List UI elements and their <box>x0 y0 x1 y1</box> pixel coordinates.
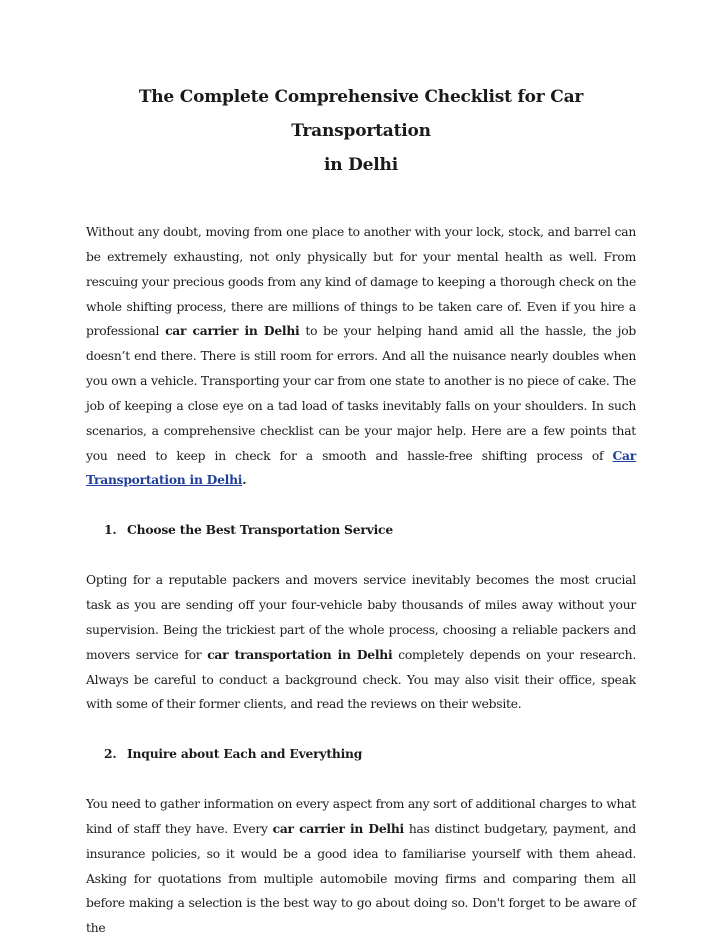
section-1-text-2: completely depends on your research. Always be careful to conduct a background check. You may also visit their office, speak with some of their former clients, and read the reviews on their website. <box>86 647 637 712</box>
section-1-paragraph <box>86 568 636 717</box>
section-1-text-1: Opting for a reputable packers and movers service inevitably becomes the most crucial task as you are sending off your four-vehicle baby thousands of miles away without your supervision. Being the trickiest part of the whole process, choosing a reliable packers and movers service for <box>86 573 636 662</box>
section-1-number: 1. <box>104 522 117 538</box>
intro-paragraph <box>86 220 636 493</box>
section-1-keyword: car transportation in Delhi <box>207 646 393 662</box>
intro-end-period: . <box>242 472 247 488</box>
section-1-title: Choose the Best Transportation Service <box>127 522 393 538</box>
title-line-2: in Delhi <box>324 155 398 175</box>
section-1-heading <box>86 518 636 543</box>
document-title <box>86 80 636 182</box>
section-2-text-1: You need to gather information on every aspect from any sort of additional charges to what kind of staff they have. Every <box>86 797 636 836</box>
section-2-heading <box>86 742 636 767</box>
document-page <box>86 80 636 941</box>
title-line-1: The Complete Comprehensive Checklist for Car Transportation <box>138 87 584 141</box>
car-transportation-link[interactable]: Car Transportation in Delhi <box>86 447 636 488</box>
intro-text-2: to be your helping hand amid all the hassle, the job doesn’t end there. There is still room for errors. And all the nuisance nearly doubles when you own a vehicle. Transporting your car from one state to another is no piece of cake. The job of keeping a close eye on a tad load of tasks inevitably falls on your shoulders. In such scenarios, a comprehensive checklist can be your major help. Here are a few points that you need to keep in check for a smooth and hassle-free shifting process of <box>86 324 636 463</box>
section-2-number: 2. <box>104 746 117 762</box>
intro-keyword: car carrier in Delhi <box>165 323 300 339</box>
intro-text-1: Without any doubt, moving from one place to another with your lock, stock, and barrel can be extremely exhausting, not only physically but for your mental health as well. From rescuing your precious goods from any kind of damage to keeping a thorough check on the whole shifting process, there are millions of things to be taken care of. Even if you hire a professional <box>86 225 636 339</box>
section-2-paragraph <box>86 792 636 941</box>
section-2-keyword: car carrier in Delhi <box>272 820 404 836</box>
section-2-title: Inquire about Each and Everything <box>127 746 363 762</box>
section-2-text-2: has distinct budgetary, payment, and insurance policies, so it would be a good idea to familiarise yourself with them ahead. Asking for quotations from multiple automobile moving firms and comparing them all before making a selection is the best way to go about doing so. Don't forget to be aware of the <box>86 821 637 936</box>
